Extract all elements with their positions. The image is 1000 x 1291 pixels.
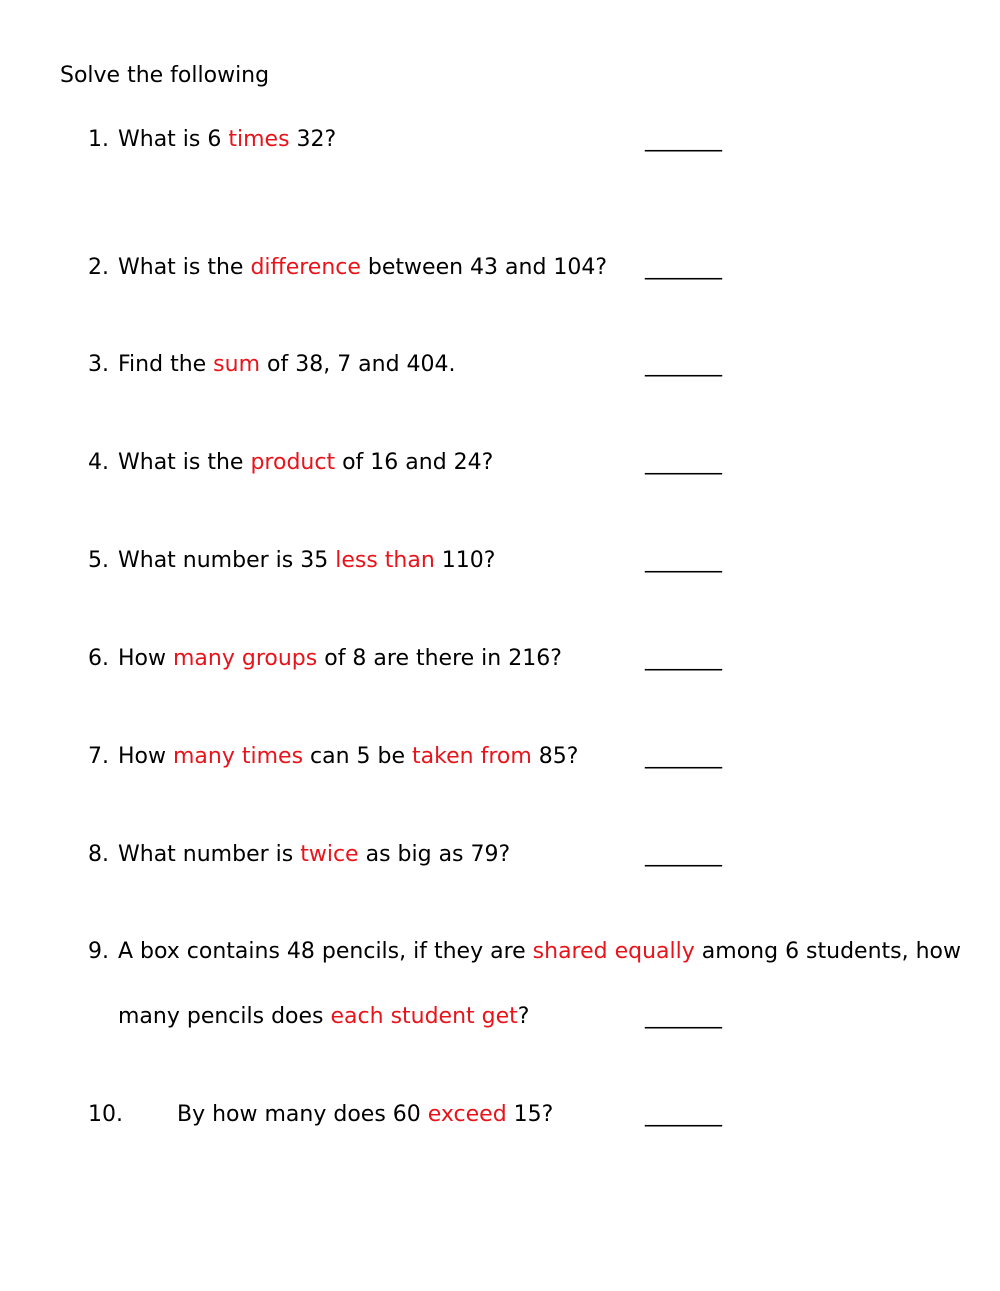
question-item-continued — [0, 1003, 1000, 1031]
answer-blank[interactable]: _______ — [645, 548, 722, 573]
question-text-segment: among 6 students, how — [694, 939, 961, 964]
keyword-highlight: product — [250, 450, 336, 475]
question-text-segment: What is the — [118, 450, 251, 475]
answer-blank[interactable]: _______ — [645, 255, 722, 280]
keyword-highlight: many times — [173, 744, 304, 769]
question-number: 10. — [88, 1102, 123, 1127]
question-text-segment: What number is 35 — [118, 548, 336, 573]
question-text-segment: of 8 are there in 216? — [317, 646, 562, 671]
question-text — [118, 1003, 529, 1031]
question-number: 7. — [88, 744, 109, 769]
answer-blank[interactable]: _______ — [645, 450, 722, 475]
keyword-highlight: times — [228, 127, 290, 152]
question-text — [118, 254, 607, 282]
question-item — [0, 547, 1000, 575]
question-number: 5. — [88, 548, 109, 573]
question-text-segment: How — [118, 744, 173, 769]
question-item — [0, 841, 1000, 869]
question-text-segment: 15? — [506, 1102, 554, 1127]
question-number: 9. — [88, 939, 109, 964]
question-text — [118, 351, 456, 379]
question-text — [118, 449, 493, 477]
keyword-highlight: many groups — [173, 646, 318, 671]
question-item — [0, 254, 1000, 282]
answer-blank[interactable]: _______ — [645, 352, 722, 377]
keyword-highlight: difference — [250, 255, 361, 280]
keyword-highlight: less than — [335, 548, 435, 573]
question-item — [0, 449, 1000, 477]
keyword-highlight: sum — [213, 352, 261, 377]
keyword-highlight: exceed — [427, 1102, 507, 1127]
keyword-highlight: taken from — [412, 744, 532, 769]
answer-blank[interactable]: _______ — [645, 646, 722, 671]
keyword-highlight: each student get — [330, 1004, 518, 1029]
question-number: 2. — [88, 255, 109, 280]
keyword-highlight: twice — [300, 842, 359, 867]
question-text-segment: How — [118, 646, 173, 671]
question-text — [118, 645, 562, 673]
question-text-segment: as big as 79? — [358, 842, 511, 867]
question-number: 4. — [88, 450, 109, 475]
question-text-segment: ? — [517, 1004, 530, 1029]
question-text-segment: 85? — [531, 744, 579, 769]
question-number: 8. — [88, 842, 109, 867]
question-text-segment: What is 6 — [118, 127, 229, 152]
question-text-segment: Find the — [118, 352, 214, 377]
question-text — [118, 743, 578, 771]
worksheet-title: Solve the following — [60, 63, 270, 88]
question-text-segment: By how many does 60 — [177, 1102, 428, 1127]
keyword-highlight: shared equally — [532, 939, 695, 964]
question-text-segment: 110? — [434, 548, 496, 573]
question-number: 1. — [88, 127, 109, 152]
question-number: 3. — [88, 352, 109, 377]
question-text — [118, 841, 510, 869]
question-item — [0, 351, 1000, 379]
question-item — [0, 938, 1000, 966]
question-item — [0, 743, 1000, 771]
answer-blank[interactable]: _______ — [645, 842, 722, 867]
answer-blank[interactable]: _______ — [645, 1102, 722, 1127]
answer-blank[interactable]: _______ — [645, 127, 722, 152]
question-text — [118, 938, 961, 966]
question-item — [0, 645, 1000, 673]
answer-blank[interactable]: _______ — [645, 744, 722, 769]
question-text-segment: of 16 and 24? — [335, 450, 494, 475]
question-text — [177, 1101, 553, 1129]
question-text-segment: A box contains 48 pencils, if they are — [118, 939, 533, 964]
question-text — [118, 547, 495, 575]
answer-blank[interactable]: _______ — [645, 1004, 722, 1029]
question-text-segment: many pencils does — [118, 1004, 331, 1029]
question-number: 6. — [88, 646, 109, 671]
question-item — [0, 126, 1000, 154]
question-item — [0, 1101, 1000, 1129]
question-text-segment: What number is — [118, 842, 301, 867]
question-text-segment: of 38, 7 and 404. — [260, 352, 456, 377]
question-text — [118, 126, 336, 154]
question-text-segment: 32? — [289, 127, 337, 152]
question-text-segment: between 43 and 104? — [360, 255, 608, 280]
question-text-segment: can 5 be — [303, 744, 413, 769]
question-text-segment: What is the — [118, 255, 251, 280]
